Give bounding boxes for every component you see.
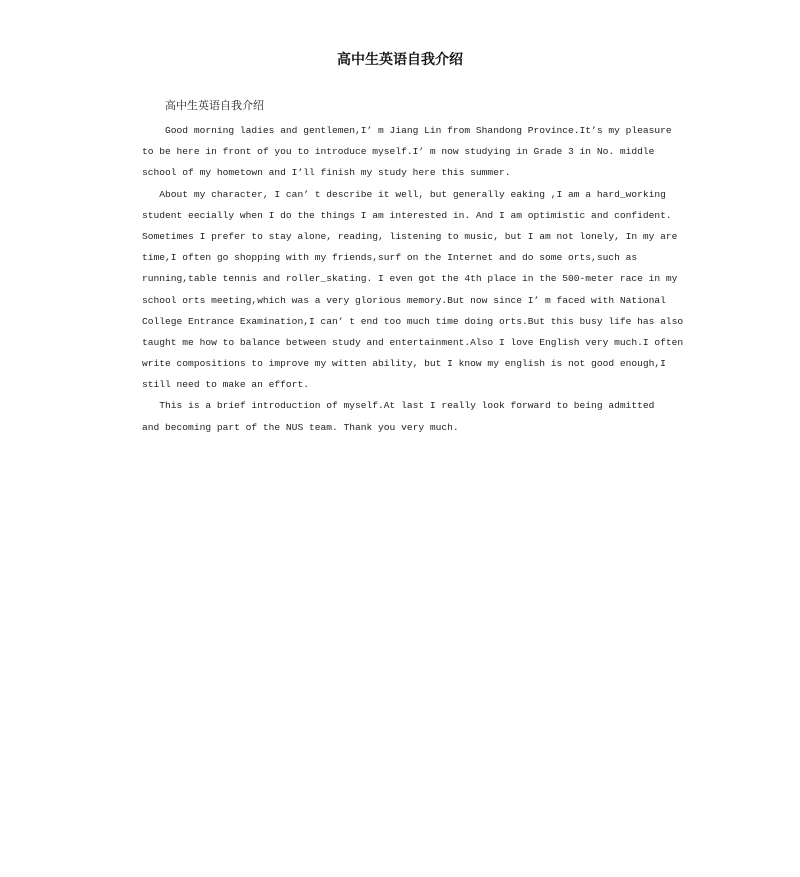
text-line: to be here in front of you to introduce myself.I’ m now studying in Grade 3 in No. middle [142,146,655,158]
paragraph-character [142,184,684,396]
text-line: school of my hometown and I’ll finish my study here this summer. [142,167,511,179]
text-line: still need to make an effort. [142,379,309,391]
document-title: 高中生英语自我介绍 [337,52,463,68]
text-line: About my character, I can’ t describe it well, but generally eaking ,I am a hard_working [142,188,666,200]
text-line: Sometimes I prefer to stay alone, reading, listening to music, but I am not lonely, In my are [142,230,678,242]
text-line: running,table tennis and roller_skating. I even got the 4th place in the 500-meter race in my [142,273,678,285]
text-line: and becoming part of the NUS team. Thank you very much. [142,421,459,433]
text-line: College Entrance Examination,I can’ t end too much time doing orts.But this busy life has also [142,315,684,327]
paragraph-introduction [142,120,672,184]
text-line: time,I often go shopping with my friends,surf on the Internet and do some orts,such as [142,252,638,264]
text-line: taught me how to balance between study and entertainment.Also I love English very much.I often [142,336,684,348]
text-line: school orts meeting,which was a very glorious memory.But now since I’ m faced with National [142,294,666,306]
paragraph-conclusion [142,395,662,437]
text-line: write compositions to improve my witten ability, but I know my english is not good enough,I [142,358,666,370]
document-body [142,120,684,438]
document-subtitle: 高中生英语自我介绍 [165,99,264,112]
text-line: Good morning ladies and gentlemen,I’ m Jiang Lin from Shandong Province.It’s my pleasure [142,125,672,136]
text-line: This is a brief introduction of myself.At last I really look forward to being admitted [142,400,655,412]
text-line: student eecially when I do the things I am interested in. And I am optimistic and confident. [142,209,672,221]
